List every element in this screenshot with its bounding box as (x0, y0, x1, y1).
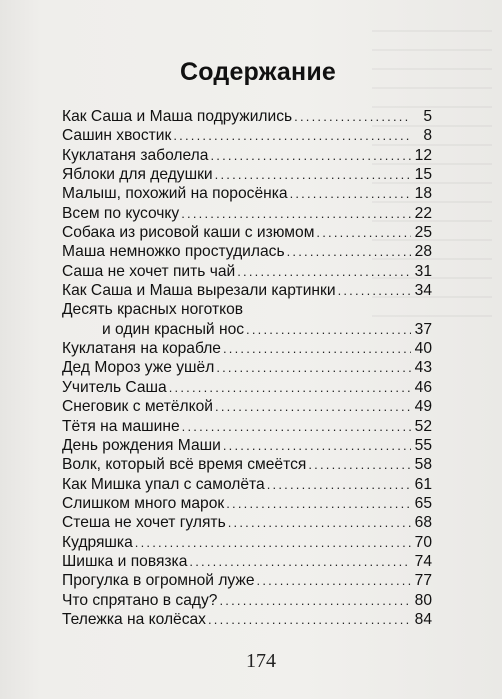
dot-leader (208, 610, 411, 629)
toc-entry (62, 494, 432, 513)
toc-entry-page: 15 (414, 166, 432, 184)
toc-entry (62, 378, 432, 397)
toc-entry (62, 436, 432, 455)
toc-entry-title: Сашин хвостик (62, 127, 172, 145)
toc-entry (62, 455, 432, 474)
toc-entry-title: Волк, который всё время смеётся (62, 456, 307, 474)
toc-entry-page: 37 (414, 320, 432, 338)
dot-leader (216, 358, 411, 377)
toc-entry (62, 475, 432, 494)
toc-entry-page: 49 (414, 398, 432, 416)
toc-entry-title: Всем по кусочку (62, 204, 180, 222)
toc-entry (62, 513, 432, 532)
toc-entry-page: 70 (414, 533, 432, 551)
toc-entry-title: Собака из рисовой каши с изюмом (62, 224, 315, 242)
toc-entry-page: 68 (414, 514, 432, 532)
toc-entry-title: Слишком много марок (62, 494, 225, 512)
toc-entry-continuation (62, 320, 432, 339)
toc-entry (62, 242, 432, 261)
toc-entry-title: Как Саша и Маша подружились (62, 108, 293, 125)
dot-leader (294, 107, 411, 126)
toc-entry (62, 126, 432, 145)
dot-leader (169, 378, 411, 397)
toc-entry-title: День рождения Маши (62, 436, 221, 454)
toc-entry-title: Снеговик с метёлкой (62, 398, 214, 416)
toc-entry-title: Дед Мороз уже ушёл (62, 359, 215, 377)
toc-entry-page: 40 (414, 340, 432, 358)
toc-entry-title: Как Саша и Маша вырезали картинки (62, 282, 336, 300)
dot-leader (287, 242, 411, 261)
toc-entry-title: Яблоки для дедушки (62, 166, 213, 184)
toc-entry-title: Тётя на машине (62, 417, 180, 435)
toc-entry-page: 55 (414, 436, 432, 454)
dot-leader (135, 533, 411, 552)
toc-entry-title: Маша немножко простудилась (62, 243, 285, 261)
toc-entry (62, 358, 432, 377)
toc-entry (62, 571, 432, 590)
toc-entry-page: 52 (414, 417, 432, 435)
dot-leader (173, 126, 411, 145)
dot-leader (257, 571, 411, 590)
dot-leader (223, 436, 411, 455)
toc-entry (62, 146, 432, 165)
toc-entry-page: 43 (414, 359, 432, 377)
toc-entry (62, 165, 432, 184)
toc-entry-page: 46 (414, 378, 432, 396)
toc-entry-page: 65 (414, 494, 432, 512)
toc-entry (62, 417, 432, 436)
dot-leader (181, 204, 411, 223)
toc-entry-title: Что спрятано в саду? (62, 591, 218, 609)
toc-entry (62, 552, 432, 571)
toc-entry-page: 22 (414, 204, 432, 222)
toc-entry-page: 31 (414, 262, 432, 280)
toc-entry-title: и один красный нос (102, 320, 245, 338)
dot-leader (237, 262, 411, 281)
toc-entry-title: Куклатаня заболела (62, 146, 209, 164)
toc-entry (62, 262, 432, 281)
dot-leader (308, 455, 411, 474)
toc-entry-page: 28 (414, 243, 432, 261)
dot-leader (226, 494, 411, 513)
toc-entry-title: Кудряшка (62, 533, 133, 551)
toc-entry (62, 610, 432, 629)
toc-entry-title: Малыш, похожий на поросёнка (62, 185, 288, 203)
toc-entry-title: Куклатаня на корабле (62, 340, 221, 358)
toc-entry (62, 107, 432, 126)
toc-entry-page: 8 (423, 127, 432, 145)
toc-entry-page: 84 (414, 610, 432, 628)
toc-entry-page: 25 (414, 224, 432, 242)
toc-entry-title: Саша не хочет пить чай (62, 262, 236, 280)
toc-entry-page: 12 (414, 146, 432, 164)
toc-entry-first-line (62, 300, 432, 319)
toc-entry-title: Прогулка в огромной луже (62, 572, 255, 590)
toc-entry (62, 184, 432, 203)
dot-leader (246, 320, 411, 339)
toc-entry (62, 397, 432, 416)
dot-leader (316, 223, 411, 242)
toc-entry-page: 58 (414, 456, 432, 474)
toc-entry-page: 18 (414, 185, 432, 203)
dot-leader (189, 552, 411, 571)
toc-entry (62, 339, 432, 358)
toc-entry-page: 34 (414, 282, 432, 300)
dot-leader (215, 165, 411, 184)
dot-leader (210, 146, 411, 165)
page-number: 174 (246, 650, 276, 672)
dot-leader (182, 417, 411, 436)
toc-entry (62, 204, 432, 223)
toc-entry (62, 223, 432, 242)
toc-entry-page: 61 (414, 475, 432, 493)
dot-leader (267, 475, 411, 494)
table-of-contents (62, 107, 432, 629)
dot-leader (338, 281, 411, 300)
toc-entry-page: 74 (414, 552, 432, 570)
toc-entry-page: 5 (423, 108, 432, 125)
toc-entry-title: Десять красных ноготков (62, 301, 244, 319)
toc-entry (62, 533, 432, 552)
toc-entry-title: Как Мишка упал с самолёта (62, 475, 265, 493)
dot-leader (215, 397, 411, 416)
toc-entry-page: 80 (414, 591, 432, 609)
dot-leader (219, 591, 411, 610)
toc-entry (62, 281, 432, 300)
dot-leader (223, 339, 411, 358)
toc-entry-title: Шишка и повязка (62, 552, 188, 570)
toc-entry-page: 77 (414, 572, 432, 590)
toc-entry-title: Учитель Саша (62, 378, 167, 396)
toc-entry-title: Стеша не хочет гулять (62, 514, 226, 532)
dot-leader (290, 184, 411, 203)
toc-entry-title: Тележка на колёсах (62, 610, 206, 628)
page-title: Содержание (179, 58, 337, 86)
dot-leader (228, 513, 411, 532)
toc-entry (62, 591, 432, 610)
